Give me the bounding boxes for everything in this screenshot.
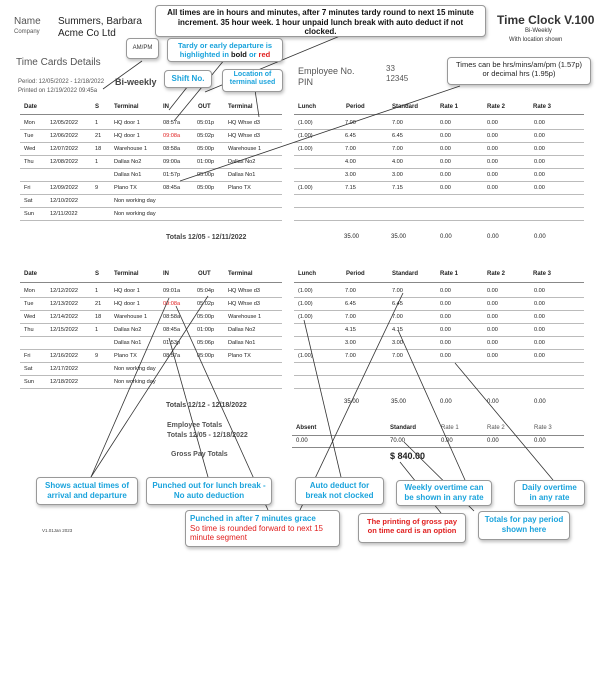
cell-out-time: 05:00p [197,185,215,191]
callout-lunch-out: Punched out for lunch break - No auto deduction [146,477,272,505]
cell-standard: 7.00 [392,146,403,152]
summary-col-rate1: Rate 1 [441,425,459,431]
cell-shift: 18 [95,146,102,152]
cell-standard: 3.00 [392,340,403,346]
pin-value: 12345 [386,74,409,83]
report-title: Time Cards Details [16,57,101,68]
callout-weekly-overtime: Weekly overtime can be shown in any rate [396,480,492,506]
callout-tardy [167,38,283,62]
cell-standard: 7.00 [392,353,403,359]
cell-day: Thu [24,159,34,165]
gross-pay-value: $ 840.00 [390,451,426,461]
col-terminal-out: Terminal [228,104,253,110]
cell-in-time: 09:01a [163,288,181,294]
col-in: IN [163,271,169,277]
col-rate3: Rate 3 [533,271,552,277]
cell-out-time: 05:02p [197,133,215,139]
cell-date: 12/07/2022 [50,146,78,152]
col-terminal: Terminal [114,271,139,277]
week2-total-rate2: 0.00 [487,399,499,405]
app-subtitle-location: With location shown [509,37,563,43]
tardy-red-word: red [258,50,271,59]
cell-terminal-in: HQ door 1 [114,288,140,294]
cell-standard: 7.00 [392,314,403,320]
employee-name: Summers, Barbara [58,16,142,27]
cell-out-time: 05:02p [197,301,215,307]
cell-standard: 7.15 [392,185,403,191]
week2-total-rate1: 0.00 [440,399,452,405]
cell-day: Wed [24,314,36,320]
cell-lunch: (1.00) [298,288,313,294]
cell-in-time: 08:45a [163,327,181,333]
cell-rate2: 0.00 [487,146,498,152]
cell-in-time: 09:08a [163,301,181,307]
cell-date: 12/12/2022 [50,288,78,294]
cell-rate2: 0.00 [487,301,498,307]
callout-rules-note: All times are in hours and minutes, after 7 minutes tardy round to next 15 minute increment. 35 hour week. 1 hour unpaid lunch break with auto deduct if not clocked. [155,5,486,37]
cell-date: 12/09/2022 [50,185,78,191]
cell-terminal-out: HQ Whse d3 [228,133,261,139]
summary-rate2: 0.00 [487,438,499,444]
callout-daily-overtime: Daily overtime in any rate [514,480,585,506]
cell-out-time: 05:00p [197,314,215,320]
cell-period: 7.00 [345,314,356,320]
report-printed: Printed on 12/19/2022 09:45a [18,88,98,94]
cell-day: Sat [24,366,33,372]
cell-terminal-out: Dallas No2 [228,159,256,165]
cell-rate1: 0.00 [440,314,451,320]
cell-day: Sat [24,198,33,204]
cell-shift: 18 [95,314,102,320]
cell-rate3: 0.00 [534,159,545,165]
cell-rate2: 0.00 [487,288,498,294]
cell-shift: 21 [95,301,102,307]
cell-date: 12/16/2022 [50,353,78,359]
report-period: Period: 12/05/2022 - 12/18/2022 [18,79,105,85]
col-lunch: Lunch [298,104,316,110]
week1-total-rate1: 0.00 [440,234,452,240]
col-rate1: Rate 1 [440,271,459,277]
company-label: Company [14,29,40,35]
cell-rate1: 0.00 [440,353,451,359]
cell-rate1: 0.00 [440,301,451,307]
cell-date: 12/13/2022 [50,301,78,307]
cell-standard: 7.00 [392,288,403,294]
cell-day: Thu [24,327,34,333]
cell-terminal-out: HQ Whse d3 [228,120,261,126]
summary-col-rate3: Rate 3 [534,425,552,431]
cell-out-time: 05:00p [197,172,215,178]
week2-total-period: 35.00 [344,399,360,405]
week2-total-rate3: 0.00 [534,399,546,405]
week1-total-rate2: 0.00 [487,234,499,240]
cell-date: 12/06/2022 [50,133,78,139]
cell-rate1: 0.00 [440,133,451,139]
cell-day: Sun [24,379,34,385]
cell-rate3: 0.00 [534,185,545,191]
cell-standard: 4.00 [392,159,403,165]
cell-day: Tue [24,301,34,307]
employee-no: 33 [386,64,395,73]
cell-period: 7.00 [345,353,356,359]
week2-totals-label: Totals 12/12 - 12/18/2022 [166,402,247,409]
cell-terminal-out: HQ Whse d3 [228,301,261,307]
col-out: OUT [198,271,211,277]
cell-day: Wed [24,146,36,152]
cell-rate1: 0.00 [440,185,451,191]
cell-period: 7.00 [345,288,356,294]
callout-time-format: Times can be hrs/mins/am/pm (1.57p) or decimal hrs (1.95p) [447,57,591,85]
cell-in-time: 08:58a [163,146,181,152]
cell-date: 12/18/2022 [50,379,78,385]
cell-standard: 6.45 [392,133,403,139]
col-rate2: Rate 2 [487,271,506,277]
cell-terminal-out: Dallas No1 [228,340,256,346]
cell-out-time: 01:00p [197,327,215,333]
cell-date: 12/08/2022 [50,159,78,165]
cell-day: Sun [24,211,34,217]
app-title: Time Clock V.100 [497,13,595,27]
callout-actual-times: Shows actual times of arrival and departure [36,477,138,505]
cell-period: 7.15 [345,185,356,191]
tardy-or: or [246,50,259,59]
cell-rate3: 0.00 [534,120,545,126]
employee-no-label: Employee No. [298,66,355,76]
cell-terminal-out: Warehouse 1 [228,146,262,152]
cell-lunch: (1.00) [298,185,313,191]
cell-lunch: (1.00) [298,353,313,359]
cell-out-time: 05:06p [197,340,215,346]
cell-in-time: 08:58a [163,314,181,320]
cell-shift: 1 [95,159,99,165]
callout-location: Location of terminal used [222,69,283,92]
report-type: Bi-weekly [115,77,157,87]
pin-label: PIN [298,77,314,87]
cell-terminal-in: HQ door 1 [114,301,140,307]
col-shift: S [95,271,100,277]
cell-out-time: 05:00p [197,146,215,152]
cell-shift: 1 [95,288,99,294]
cell-standard: 7.00 [392,120,403,126]
callout-auto-deduct: Auto deduct for break not clocked [295,477,384,505]
cell-period: 6.45 [345,301,356,307]
cell-terminal-in: Warehouse 1 [114,314,148,320]
cell-date: 12/14/2022 [50,314,78,320]
col-period: Period [346,271,365,277]
summary-rate3: 0.00 [534,438,546,444]
cell-lunch: (1.00) [298,146,313,152]
cell-terminal-out: Dallas No2 [228,327,256,333]
cell-shift: 9 [95,185,99,191]
cell-terminal-out: Plano TX [228,353,251,359]
cell-date: 12/11/2022 [50,211,78,217]
cell-terminal-in: Dallas No2 [114,327,142,333]
week1-total-rate3: 0.00 [534,234,546,240]
cell-terminal-in: Warehouse 1 [114,146,148,152]
cell-in-time: 01:53p [163,340,181,346]
cell-in-time: 08:57a [163,353,181,359]
cell-rate2: 0.00 [487,133,498,139]
col-period: Period [346,104,365,110]
cell-period: 7.00 [345,120,356,126]
week1-totals-label: Totals 12/05 - 12/11/2022 [166,234,247,241]
employee-totals-label: Employee Totals [167,422,223,429]
cell-period: 6.45 [345,133,356,139]
cell-terminal-in: Dallas No1 [114,340,142,346]
cell-shift: 9 [95,353,99,359]
cell-out-time: 05:04p [197,288,215,294]
cell-terminal-in: Dallas No2 [114,159,142,165]
tardy-bold-word: bold [231,50,247,59]
week2-total-standard: 35.00 [391,399,407,405]
callout-gross-print: The printing of gross pay on time card is an option [358,513,466,543]
app-subtitle-frequency: Bi-Weekly [525,28,552,34]
company-name: Acme Co Ltd [58,28,116,39]
cell-lunch: (1.00) [298,120,313,126]
cell-rate1: 0.00 [440,146,451,152]
col-rate2: Rate 2 [487,104,506,110]
summary-standard: 70.00 [390,438,406,444]
col-rate3: Rate 3 [533,104,552,110]
callout-shift-no: Shift No. [164,70,212,88]
cell-terminal-out: HQ Whse d3 [228,288,261,294]
cell-out-time: 01:00p [197,159,215,165]
grace-title: Punched in after 7 minutes grace [190,514,316,523]
week1-total-standard: 35.00 [391,234,407,240]
cell-in-time: 09:00a [163,159,181,165]
callout-ampm: AM/PM [126,38,159,59]
cell-rate1: 0.00 [440,327,451,333]
cell-terminal-out: Warehouse 1 [228,314,262,320]
cell-date: 12/05/2022 [50,120,78,126]
cell-day: Fri [24,353,31,359]
col-lunch: Lunch [298,271,316,277]
cell-rate3: 0.00 [534,327,545,333]
col-date: Date [24,271,38,277]
cell-period: 4.00 [345,159,356,165]
cell-standard: 4.15 [392,327,403,333]
gross-pay-label: Gross Pay Totals [171,451,228,458]
summary-totals-range: Totals 12/05 - 12/18/2022 [167,432,248,439]
cell-date: 12/15/2022 [50,327,78,333]
cell-rate1: 0.00 [440,120,451,126]
cell-terminal-in: Plano TX [114,353,137,359]
cell-rate2: 0.00 [487,159,498,165]
cell-day: Fri [24,185,31,191]
cell-rate3: 0.00 [534,314,545,320]
cell-in-time: 08:57a [163,120,181,126]
cell-rate3: 0.00 [534,172,545,178]
cell-in-time: 09:08a [163,133,181,139]
summary-col-absent: Absent [296,425,317,431]
cell-lunch: (1.00) [298,314,313,320]
col-date: Date [24,104,38,110]
cell-lunch: (1.00) [298,133,313,139]
cell-date: 12/17/2022 [50,366,78,372]
cell-rate2: 0.00 [487,353,498,359]
callout-pay-period-totals: Totals for pay period shown here [478,511,570,540]
summary-absent: 0.00 [296,438,308,444]
cell-rate2: 0.00 [487,340,498,346]
cell-terminal-in: Plano TX [114,185,137,191]
cell-in-time: 01:57p [163,172,181,178]
cell-rate1: 0.00 [440,288,451,294]
cell-rate3: 0.00 [534,133,545,139]
cell-rate2: 0.00 [487,314,498,320]
cell-period: 3.00 [345,172,356,178]
cell-shift: 1 [95,327,99,333]
cell-terminal-in: Non working day [114,366,156,372]
cell-rate3: 0.00 [534,288,545,294]
cell-terminal-out: Plano TX [228,185,251,191]
cell-terminal-in: HQ door 1 [114,133,140,139]
col-in: IN [163,104,169,110]
cell-rate2: 0.00 [487,120,498,126]
cell-rate3: 0.00 [534,146,545,152]
cell-shift: 21 [95,133,102,139]
summary-col-rate2: Rate 2 [487,425,505,431]
cell-lunch: (1.00) [298,301,313,307]
cell-date: 12/10/2022 [50,198,78,204]
col-shift: S [95,104,100,110]
name-label: Name [14,16,41,27]
version-label: V1.01Jan 2023 [42,528,73,533]
cell-period: 3.00 [345,340,356,346]
cell-rate2: 0.00 [487,172,498,178]
col-standard: Standard [392,104,419,110]
col-rate1: Rate 1 [440,104,459,110]
cell-terminal-out: Dallas No1 [228,172,256,178]
col-terminal: Terminal [114,104,139,110]
cell-rate1: 0.00 [440,172,451,178]
cell-rate3: 0.00 [534,353,545,359]
summary-rate1: 0.00 [441,438,453,444]
cell-rate1: 0.00 [440,340,451,346]
callout-grace [185,510,340,547]
cell-rate2: 0.00 [487,327,498,333]
cell-out-time: 05:00p [197,353,215,359]
col-out: OUT [198,104,211,110]
cell-period: 4.15 [345,327,356,333]
cell-terminal-in: Dallas No1 [114,172,142,178]
tardy-text: Tardy or early departure is highlighted in [177,41,273,59]
cell-terminal-in: Non working day [114,198,156,204]
cell-out-time: 05:01p [197,120,215,126]
cell-day: Mon [24,288,35,294]
cell-rate3: 0.00 [534,301,545,307]
cell-rate3: 0.00 [534,340,545,346]
grace-detail: So time is rounded forward to next 15 minute segment [190,523,323,543]
cell-terminal-in: Non working day [114,211,156,217]
cell-day: Tue [24,133,34,139]
cell-rate1: 0.00 [440,159,451,165]
col-terminal-out: Terminal [228,271,253,277]
cell-shift: 1 [95,120,99,126]
cell-in-time: 08:45a [163,185,181,191]
week1-total-period: 35.00 [344,234,360,240]
cell-period: 7.00 [345,146,356,152]
cell-standard: 3.00 [392,172,403,178]
col-standard: Standard [392,271,419,277]
cell-terminal-in: Non working day [114,379,156,385]
cell-day: Mon [24,120,35,126]
summary-col-standard: Standard [390,425,417,431]
cell-standard: 6.45 [392,301,403,307]
cell-rate2: 0.00 [487,185,498,191]
cell-terminal-in: HQ door 1 [114,120,140,126]
